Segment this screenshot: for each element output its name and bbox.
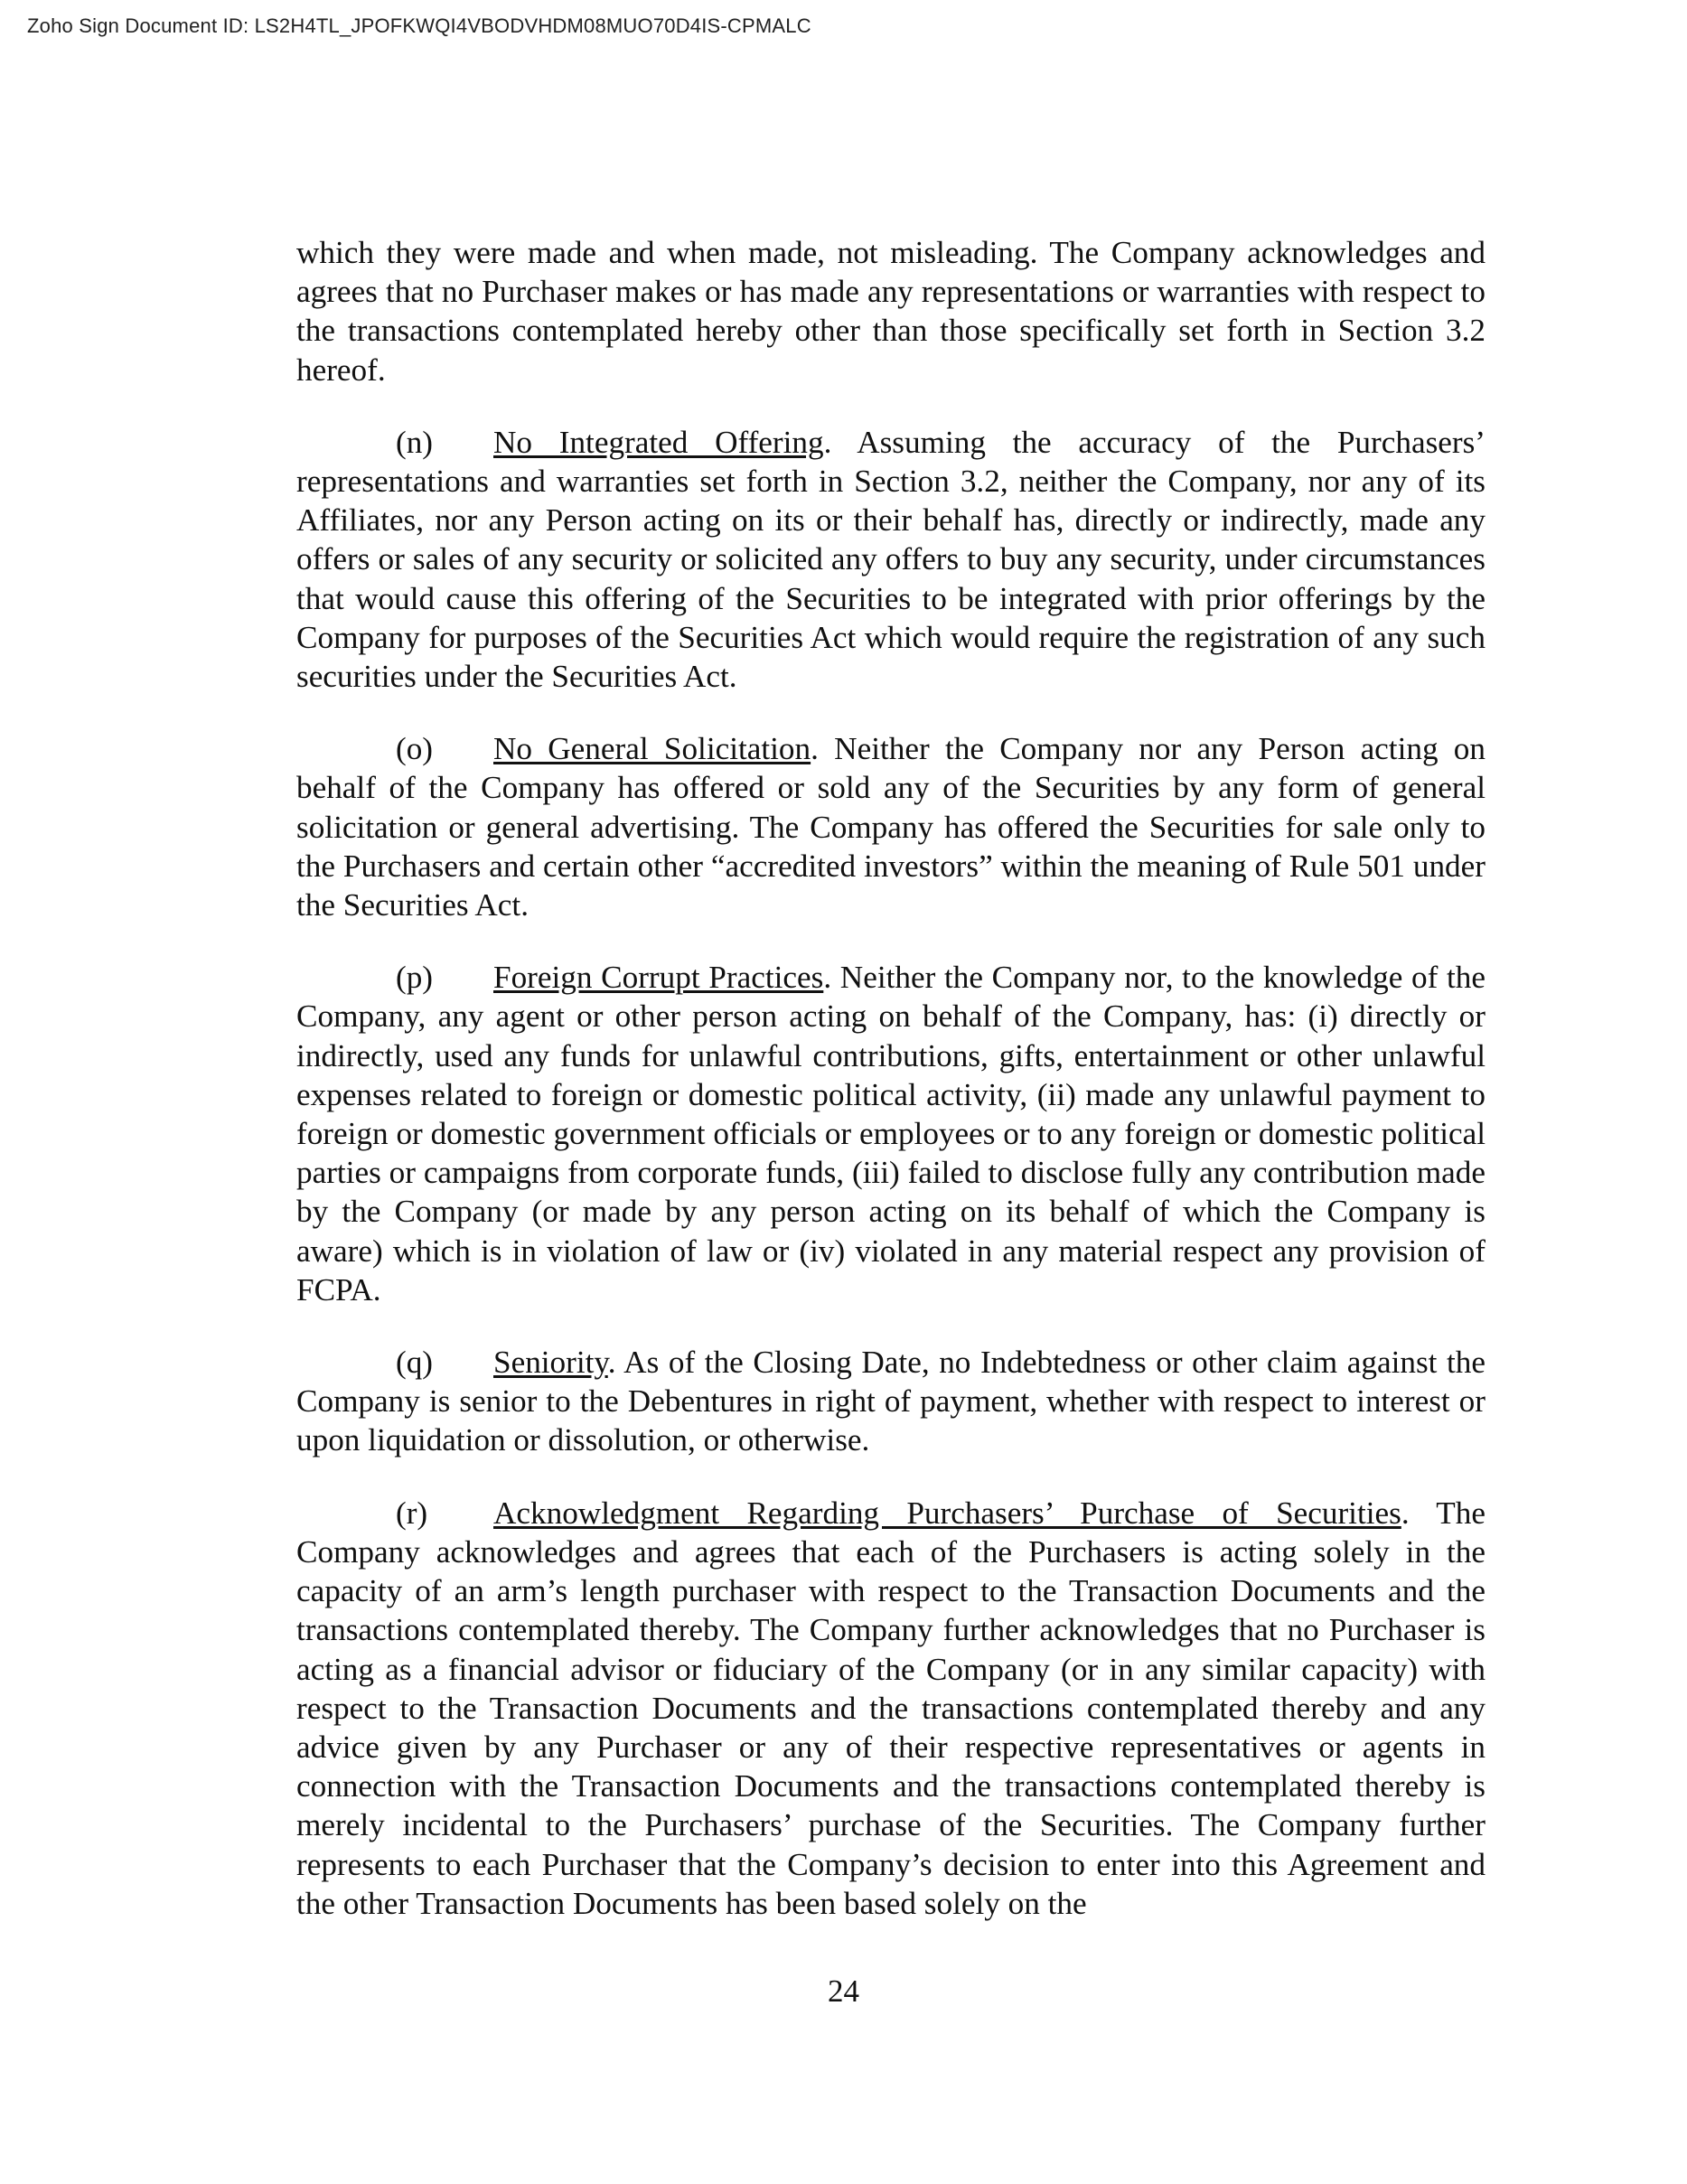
section-body: . Neither the Company nor any Person acting on behalf of the Company has offered or sold any of the Securities by any form of general solicitation or general advertising. The Company has offered the Securities for sale only to the Purchasers and certain other “accredited investors” within the meaning of Rule 501 under the Securities Act. bbox=[296, 731, 1485, 923]
section-body: . The Company acknowledges and agrees that each of the Purchasers is acting solely in the capacity of an arm’s length purchaser with respect to the Transaction Documents and the transactions contemplated thereby. The Company further acknowledges that no Purchaser is acting as a financial advisor or fiduciary of the Company (or in any similar capacity) with respect to the Transaction Documents and the transactions contemplated thereby and any advice given by any Purchaser or any of their respective representatives or agents in connection with the Transaction Documents and the transactions contemplated thereby is merely incidental to the Purchasers’ purchase of the Securities. The Company further represents to each Purchaser that the Company’s decision to enter into this Agreement and the other Transaction Documents has been based solely on the bbox=[296, 1495, 1485, 1921]
section-marker: (r) bbox=[396, 1495, 428, 1531]
section-heading: No General Solicitation bbox=[493, 731, 811, 767]
section-marker: (o) bbox=[396, 731, 434, 767]
section-heading: No Integrated Offering bbox=[493, 424, 824, 460]
section-marker: (p) bbox=[396, 960, 434, 996]
section-body: . As of the Closing Date, no Indebtedness or other claim against the Company is senior to the Debentures in right of payment, whether with respect to interest or upon liquidation or dissolution, or otherwise. bbox=[296, 1345, 1485, 1458]
section-body: . Assuming the accuracy of the Purchasers’ representations and warranties set forth in Section 3.2, neither the Company, nor any of its Affiliates, nor any Person acting on its or their behalf has, directly or indirectly, made any offers or sales of any security or solicited any offers to buy any security, under circumstances that would cause this offering of the Securities to be integrated with prior offerings by the Company for purposes of the Securities Act which would require the registration of any such securities under the Securities Act. bbox=[296, 424, 1486, 695]
page-number: 24 bbox=[828, 1973, 859, 2009]
section-body: . Neither the Company nor, to the knowledge of the Company, any agent or other person acting on behalf of the Company, has: (i) directly or indirectly, used any funds for unlawful contributions, gifts, entertainment or other unlawful expenses related to foreign or domestic political activity, (ii) made any unlawful payment to foreign or domestic government officials or employees or to any foreign or domestic political parties or campaigns from corporate funds, (iii) failed to disclose fully any contribution made by the Company (or made by any person acting on its behalf of which the Company is aware) which is in violation of law or (iv) violated in any material respect any provision of FCPA. bbox=[296, 960, 1485, 1308]
section-marker: (q) bbox=[396, 1345, 434, 1381]
zoho-sign-document-id: Zoho Sign Document ID: LS2H4TL_JPOFKWQI4VBODVHDM08MUO70D4IS-CPMALC bbox=[27, 14, 811, 37]
intro-paragraph: which they were made and when made, not misleading. The Company acknowledges and agrees that no Purchaser makes or has made any representations or warranties with respect to the transactions contemplated hereby other than those specifically set forth in Section 3.2 hereof. bbox=[296, 235, 1485, 388]
section-r bbox=[296, 1494, 1485, 1923]
section-marker: (n) bbox=[396, 424, 434, 460]
page-body bbox=[296, 233, 1485, 1956]
section-heading: Foreign Corrupt Practices bbox=[493, 960, 824, 996]
section-heading: Seniority bbox=[493, 1345, 608, 1381]
section-heading: Acknowledgment Regarding Purchasers’ Purchase of Securities bbox=[493, 1495, 1401, 1531]
section-n bbox=[296, 423, 1485, 696]
section-q bbox=[296, 1343, 1485, 1460]
section-p bbox=[296, 958, 1485, 1309]
section-o bbox=[296, 729, 1485, 924]
